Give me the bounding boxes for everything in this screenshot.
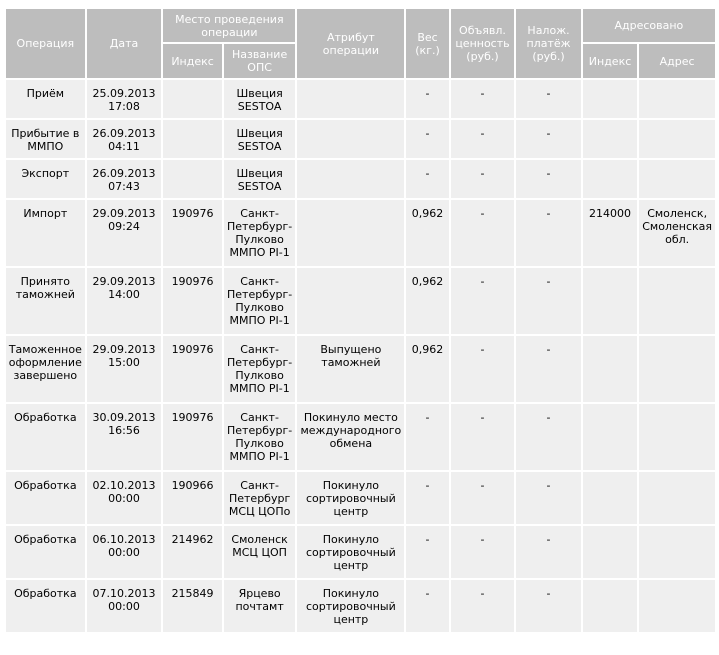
cell-ops-name: Санкт-Петербург-Пулково ММПО PI-1 [224, 336, 296, 402]
cell-attribute [297, 200, 404, 266]
table-row [6, 404, 715, 470]
cell-declared-value: - [451, 336, 515, 402]
cell-operation: Обработка [6, 580, 85, 632]
cell-index: 190966 [163, 472, 222, 524]
cell-index: 190976 [163, 200, 222, 266]
cell-declared-value: - [451, 160, 515, 198]
cell-ops-name: Санкт-Петербург-Пулково ММПО PI-1 [224, 200, 296, 266]
cell-ops-name: Швеция SESTOA [224, 160, 296, 198]
tracking-table [4, 7, 717, 634]
cell-cod: - [516, 160, 581, 198]
cell-declared-value: - [451, 472, 515, 524]
cell-weight: 0,962 [406, 268, 448, 334]
cell-attribute [297, 268, 404, 334]
cell-addr-address [639, 336, 715, 402]
cell-operation: Приём [6, 80, 85, 118]
cell-cod: - [516, 404, 581, 470]
cell-index: 214962 [163, 526, 222, 578]
table-row [6, 472, 715, 524]
cell-date: 26.09.2013 07:43 [87, 160, 162, 198]
cell-addr-address [639, 526, 715, 578]
cell-date: 29.09.2013 09:24 [87, 200, 162, 266]
table-row [6, 336, 715, 402]
cell-declared-value: - [451, 80, 515, 118]
cell-weight: - [406, 526, 448, 578]
cell-declared-value: - [451, 580, 515, 632]
cell-declared-value: - [451, 268, 515, 334]
header-addr-address: Адрес [639, 44, 715, 78]
cell-attribute [297, 160, 404, 198]
cell-weight: 0,962 [406, 200, 448, 266]
cell-operation: Прибытие в ММПО [6, 120, 85, 158]
cell-attribute: Покинуло сортировочный центр [297, 526, 404, 578]
cell-index: 190976 [163, 404, 222, 470]
header-date: Дата [87, 9, 162, 78]
cell-operation: Таможенное оформление завершено [6, 336, 85, 402]
header-cod: Налож. платёж (руб.) [516, 9, 581, 78]
cell-attribute: Покинуло сортировочный центр [297, 472, 404, 524]
cell-cod: - [516, 336, 581, 402]
cell-date: 29.09.2013 14:00 [87, 268, 162, 334]
cell-index [163, 80, 222, 118]
cell-cod: - [516, 268, 581, 334]
cell-addr-address [639, 80, 715, 118]
cell-weight: - [406, 120, 448, 158]
cell-weight: - [406, 160, 448, 198]
cell-date: 29.09.2013 15:00 [87, 336, 162, 402]
cell-attribute [297, 120, 404, 158]
cell-addr-index [583, 268, 637, 334]
cell-addr-address [639, 160, 715, 198]
cell-index [163, 160, 222, 198]
table-row [6, 200, 715, 266]
cell-date: 02.10.2013 00:00 [87, 472, 162, 524]
cell-date: 07.10.2013 00:00 [87, 580, 162, 632]
cell-addr-address [639, 120, 715, 158]
header-place-name: Название ОПС [224, 44, 296, 78]
cell-declared-value: - [451, 526, 515, 578]
cell-ops-name: Ярцево почтамт [224, 580, 296, 632]
cell-operation: Обработка [6, 472, 85, 524]
cell-ops-name: Санкт-Петербург-Пулково ММПО PI-1 [224, 268, 296, 334]
cell-weight: - [406, 472, 448, 524]
cell-date: 26.09.2013 04:11 [87, 120, 162, 158]
cell-operation: Обработка [6, 404, 85, 470]
cell-addr-index [583, 120, 637, 158]
cell-addr-index [583, 160, 637, 198]
cell-index: 215849 [163, 580, 222, 632]
table-row [6, 580, 715, 632]
table-row [6, 120, 715, 158]
cell-weight: 0,962 [406, 336, 448, 402]
cell-addr-address [639, 580, 715, 632]
cell-addr-index [583, 336, 637, 402]
cell-operation: Принято таможней [6, 268, 85, 334]
cell-cod: - [516, 472, 581, 524]
header-declared-value: Объявл. ценность (руб.) [451, 9, 515, 78]
table-row [6, 160, 715, 198]
cell-ops-name: Санкт-Петербург МСЦ ЦОПо [224, 472, 296, 524]
cell-attribute [297, 80, 404, 118]
cell-index: 190976 [163, 336, 222, 402]
table-row [6, 268, 715, 334]
cell-ops-name: Смоленск МСЦ ЦОП [224, 526, 296, 578]
cell-attribute: Покинуло сортировочный центр [297, 580, 404, 632]
cell-operation: Обработка [6, 526, 85, 578]
cell-addr-address [639, 404, 715, 470]
cell-index [163, 120, 222, 158]
cell-cod: - [516, 120, 581, 158]
cell-date: 30.09.2013 16:56 [87, 404, 162, 470]
cell-addr-index [583, 526, 637, 578]
cell-addr-index [583, 404, 637, 470]
cell-cod: - [516, 80, 581, 118]
header-row [6, 9, 715, 42]
cell-addr-address [639, 472, 715, 524]
header-attribute: Атрибут операции [297, 9, 404, 78]
cell-addr-address: Смоленск, Смоленская обл. [639, 200, 715, 266]
cell-addr-index [583, 472, 637, 524]
cell-declared-value: - [451, 120, 515, 158]
cell-addr-address [639, 268, 715, 334]
header-place-index: Индекс [163, 44, 222, 78]
cell-date: 06.10.2013 00:00 [87, 526, 162, 578]
table-row [6, 526, 715, 578]
cell-attribute: Выпущено таможней [297, 336, 404, 402]
table-row [6, 80, 715, 118]
cell-cod: - [516, 580, 581, 632]
cell-operation: Импорт [6, 200, 85, 266]
cell-ops-name: Санкт-Петербург-Пулково ММПО PI-1 [224, 404, 296, 470]
cell-index: 190976 [163, 268, 222, 334]
header-operation: Операция [6, 9, 85, 78]
cell-declared-value: - [451, 200, 515, 266]
cell-weight: - [406, 580, 448, 632]
cell-declared-value: - [451, 404, 515, 470]
cell-cod: - [516, 526, 581, 578]
header-place: Место проведения операции [163, 9, 295, 42]
cell-ops-name: Швеция SESTOA [224, 120, 296, 158]
cell-operation: Экспорт [6, 160, 85, 198]
cell-cod: - [516, 200, 581, 266]
cell-addr-index [583, 80, 637, 118]
cell-date: 25.09.2013 17:08 [87, 80, 162, 118]
header-weight: Вес (кг.) [406, 9, 448, 78]
cell-weight: - [406, 80, 448, 118]
cell-attribute: Покинуло место международного обмена [297, 404, 404, 470]
header-addressed: Адресовано [583, 9, 715, 42]
cell-addr-index: 214000 [583, 200, 637, 266]
cell-weight: - [406, 404, 448, 470]
cell-ops-name: Швеция SESTOA [224, 80, 296, 118]
cell-addr-index [583, 580, 637, 632]
header-addr-index: Индекс [583, 44, 637, 78]
